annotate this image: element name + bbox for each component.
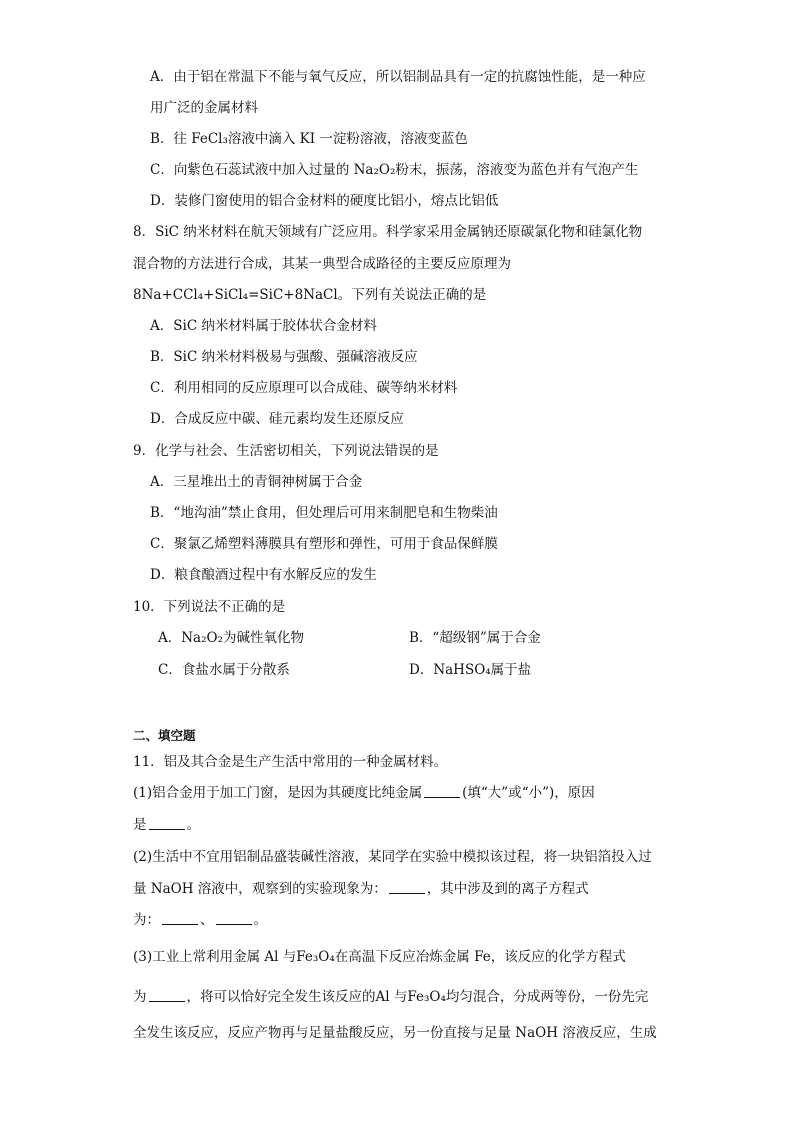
q7-option-b: B．往 FeCl₃溶液中滴入 KI 一淀粉溶液，溶液变蓝色 bbox=[150, 131, 468, 147]
q9-option-b: B．“地沟油”禁止食用，但处理后可用来制肥皂和生物柴油 bbox=[150, 505, 498, 521]
q8-stem-line3: 8Na+CCl₄+SiCl₄=SiC+8NaCl。下列有关说法正确的是 bbox=[133, 287, 487, 303]
q10-option-d: D．NaHSO₄属于盐 bbox=[409, 662, 532, 678]
q11-part3-text-b: ，将可以恰好完全发生该反应的Al 与Fe₃O₄均匀混合，分成两等份，一份先完 bbox=[186, 989, 649, 1005]
section-heading-fill-in: 二、填空题 bbox=[133, 728, 196, 743]
q11-part2-text-b: ，其中涉及到的离子方程式 bbox=[426, 881, 589, 897]
answer-blank[interactable] bbox=[216, 912, 252, 925]
q8-option-c: C．利用相同的反应原理可以合成硅、碳等纳米材料 bbox=[150, 380, 458, 396]
q10-option-b: B．“超级钢”属于合金 bbox=[409, 630, 541, 646]
q8-stem-line1: 8．SiC 纳米材料在航天领域有广泛应用。科学家采用金属钠还原碳氯化物和硅氯化物 bbox=[133, 224, 643, 240]
answer-blank[interactable] bbox=[149, 989, 185, 1002]
q9-stem: 9．化学与社会、生活密切相关，下列说法错误的是 bbox=[133, 443, 439, 459]
q8-option-a: A．SiC 纳米材料属于胶体状合金材料 bbox=[150, 318, 377, 334]
q11-part3-text-a: 为 bbox=[133, 989, 147, 1005]
q11-part1-line1 bbox=[133, 784, 595, 802]
q11-part2-text-a: 量 NaOH 溶液中，观察到的实验现象为： bbox=[133, 881, 387, 897]
answer-blank[interactable] bbox=[149, 817, 185, 830]
q9-option-a: A．三星堆出土的青铜神树属于合金 bbox=[150, 474, 363, 490]
q9-option-c: C．聚氯乙烯塑料薄膜具有塑形和弹性，可用于食品保鲜膜 bbox=[150, 536, 498, 552]
q8-stem-line2: 混合物的方法进行合成，其某一典型合成路径的主要反应原理为 bbox=[133, 256, 511, 272]
q11-stem: 11．铝及其合金是生产生活中常用的一种金属材料。 bbox=[133, 754, 448, 770]
q11-part1-text-c: 是 bbox=[133, 817, 147, 833]
q8-option-b: B．SiC 纳米材料极易与强酸、强碱溶液反应 bbox=[150, 349, 418, 365]
q11-part2-text-c: 为： bbox=[133, 912, 160, 928]
answer-blank[interactable] bbox=[162, 912, 198, 925]
answer-blank[interactable] bbox=[389, 881, 425, 894]
q11-part3-line3: 全发生该反应，反应产物再与足量盐酸反应，另一份直接与足量 NaOH 溶液反应，生成 bbox=[133, 1025, 657, 1041]
q7-option-c: C．向紫色石蕊试液中加入过量的 Na₂O₂粉末，振荡，溶液变为蓝色并有气泡产生 bbox=[150, 162, 639, 178]
q10-option-a: A．Na₂O₂为碱性氧化物 bbox=[158, 630, 305, 646]
q11-part2-line3 bbox=[133, 911, 267, 929]
q11-part2-line2 bbox=[133, 880, 589, 898]
q10-option-c: C．食盐水属于分散系 bbox=[158, 662, 290, 678]
q9-option-d: D．粮食酿酒过程中有水解反应的发生 bbox=[150, 567, 377, 583]
q11-part1-text-b: (填“大”或“小”)，原因 bbox=[462, 785, 595, 801]
q11-part3-line2 bbox=[133, 988, 648, 1006]
q7-option-a-line2: 用广泛的金属材料 bbox=[150, 100, 258, 116]
q7-option-a-line1: A．由于铝在常温下不能与氧气反应，所以铝制品具有一定的抗腐蚀性能，是一种应 bbox=[150, 69, 646, 85]
q11-part2-text-e: 。 bbox=[253, 912, 267, 928]
q11-part2-line1: (2)生活中不宜用铝制品盛装碱性溶液，某同学在实验中模拟该过程，将一块铝箔投入过 bbox=[133, 849, 652, 865]
q11-part1-text-a: (1)铝合金用于加工门窗，是因为其硬度比纯金属 bbox=[133, 785, 423, 801]
q8-option-d: D．合成反应中碳、硅元素均发生还原反应 bbox=[150, 411, 404, 427]
q11-part3-line1: (3)工业上常利用金属 Al 与Fe₃O₄在高温下反应冶炼金属 Fe，该反应的化学方程式 bbox=[133, 949, 626, 965]
q11-part2-text-d: 、 bbox=[200, 912, 214, 928]
answer-blank[interactable] bbox=[424, 785, 460, 798]
q7-option-d: D．装修门窗使用的铝合金材料的硬度比铝小，熔点比铝低 bbox=[150, 193, 499, 209]
q11-part1-text-d: 。 bbox=[186, 817, 200, 833]
q11-part1-line2 bbox=[133, 816, 200, 834]
q10-stem: 10．下列说法不正确的是 bbox=[133, 599, 286, 615]
